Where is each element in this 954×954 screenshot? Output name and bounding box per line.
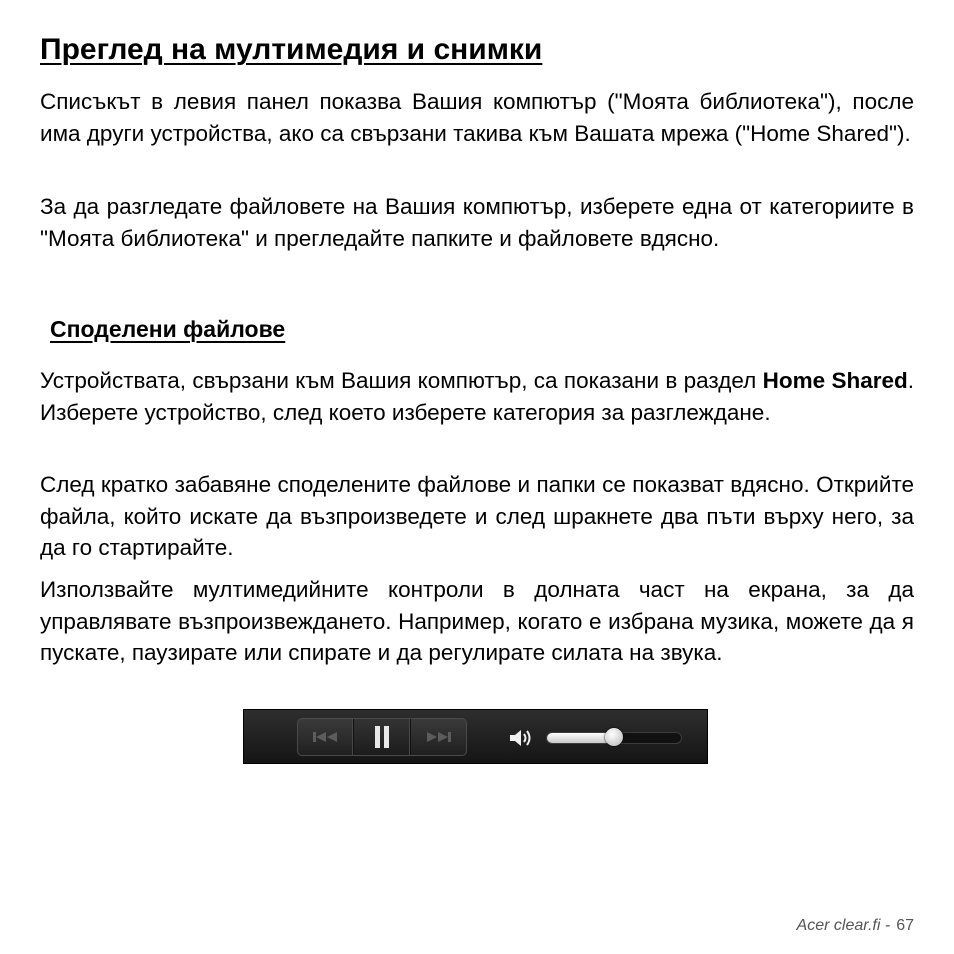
home-shared-label: Home Shared: [762, 368, 908, 393]
paragraph-shared-files: След кратко забавяне споделените файлове и папки се показват вдясно. Открийте файла, който искате да възпроизведете и след шракнете два пъти върху него, за да го стартирайте.: [40, 472, 914, 560]
paragraph-browse: За да разгледате файловете на Вашия компютър, изберете една от категориите в "Моята библиотека" и прегледайте папките и файловете вдясно.: [40, 194, 914, 251]
page-footer: [797, 917, 914, 935]
paragraph-library: Списъкът в левия панел показва Вашия компютър ("Моята библиотека"), после има други устройства, ако са свързани такива към Вашата мрежа ("Home Shared").: [40, 89, 914, 146]
previous-button[interactable]: [298, 719, 354, 755]
footer-title: Acer clear.fi -: [796, 917, 891, 934]
volume-slider-fill: [547, 733, 614, 743]
paragraph-home-shared: Устройствата, свързани към Вашия компютър, са показани в раздел Home Shared. Изберете устройство, след което изберете категория за разглеждане.: [40, 368, 915, 425]
volume-icon[interactable]: [508, 727, 534, 749]
previous-icon: [312, 730, 340, 744]
section-title-shared-files: Споделени файлове: [50, 316, 286, 342]
playback-buttons: [297, 718, 467, 756]
page-title: Преглед на мултимедия и снимки: [40, 33, 543, 66]
pause-button[interactable]: [354, 719, 410, 755]
volume-slider-knob[interactable]: [605, 728, 623, 746]
paragraph-media-controls: Използвайте мултимедийните контроли в долната част на екрана, за да управлявате възпроизвеждането. Например, когато е избрана музика, можете да я пускате, паузирате или спирате и да регулирате силата на звука.: [40, 577, 914, 665]
volume-slider[interactable]: [546, 732, 682, 744]
media-player-controls: [243, 709, 708, 764]
next-icon: [424, 730, 452, 744]
page-number: 67: [896, 917, 914, 934]
pause-icon: [373, 725, 391, 749]
next-button[interactable]: [411, 719, 466, 755]
